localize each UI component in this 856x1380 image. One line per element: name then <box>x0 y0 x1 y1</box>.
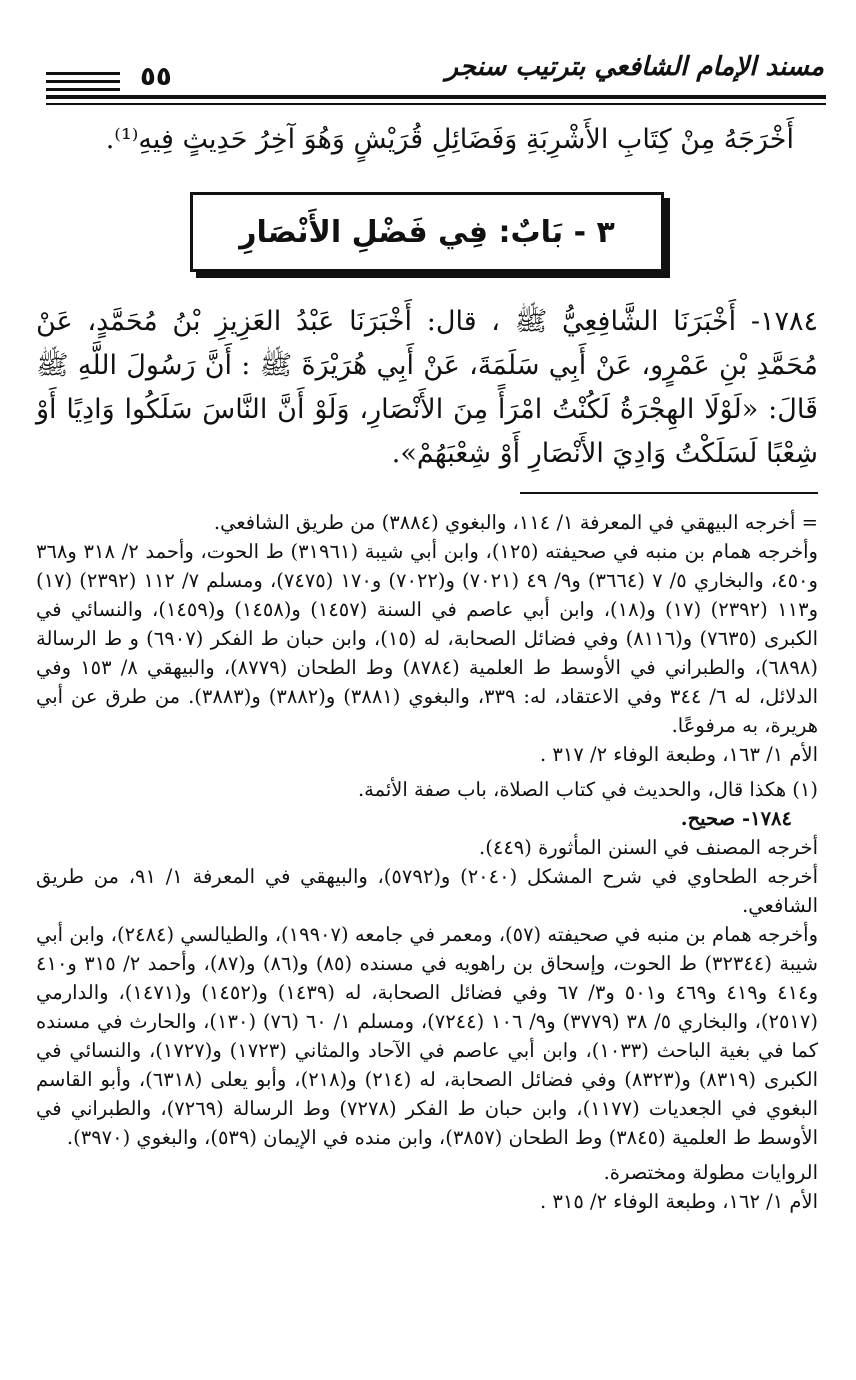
header-ornament <box>46 72 120 96</box>
header-rule-thick <box>46 95 826 99</box>
hadith-text: ١٧٨٤- أَخْبَرَنَا الشَّافِعِيُّ ﷺ ، قال: أَخْبَرَنَا عَبْدُ العَزِيزِ بْنُ مُحَمَّدٍ، عَنْ مُحَمَّدِ بْنِ عَمْرٍو، عَنْ أَبِي سَلَمَةَ، عَنْ أَبِي هُرَيْرَةَ ﷺ : أَنَّ رَسُولَ اللَّهِ ﷺ قَالَ: «لَوْلَا الهِجْرَةُ لَكُنْتُ امْرَأً مِنَ الأَنْصَارِ، وَلَوْ أَنَّ النَّاسَ سَلَكُوا وَادِيًا أَوْ شِعْبًا لَسَلَكْتُ وَادِيَ الأَنْصَارِ أَوْ شِعْبَهُمْ». <box>36 306 818 469</box>
footnote-paragraph: أخرجه الطحاوي في شرح المشكل (٢٠٤٠) و(٥٧٩٢)، والبيهقي في المعرفة ١/ ٩١، من طريق الشافعي. <box>36 865 819 917</box>
footnotes <box>36 508 818 1216</box>
header-rule-thin <box>46 103 826 105</box>
footnote-paragraph: وأخرجه همام بن منبه في صحيفته (١٢٥)، وابن أبي شيبة (٣١٩٦١) ط الحوت، وأحمد ٢/ ٣١٨ و٣٦٨ و٤٥٠، والبخاري ٥/ ٧ (٣٦٦٤) و٩/ ٤٩ (٧٠٢١) و(٧٠٢٢) و١٧٠ (٧٤٧٥)، ومسلم ٧/ ١١٢ (٢٣٩٢) (١٧) و١١٣ (٢٣٩٢) (١٧) و(١٨)، وابن أبي عاصم في السنة (١٤٥٧) و(١٤٥٨) و(١٤٥٩)، والنسائي في الكبرى (٧٦٣٥) و(٨١١٦) وفي فضائل الصحابة، له (١٥)، وابن حبان ط الفكر (٦٩٠٧) و ط الرسالة (٦٨٩٨)، والطبراني في الأوسط ط العلمية (٨٧٨٤) وط الطحان (٨٧٧٩)، والبيهقي ٨/ ١٥٣ وفي الدلائل، له ٦/ ٣٤٤ وفي الاعتقاد، له: ٣٣٩، والبغوي (٣٨٨١) و(٣٨٨٢) و(٣٨٨٣). من طرق عن أبي هريرة، به مرفوعًا. <box>36 540 819 737</box>
page-number: ٥٥ <box>140 62 172 92</box>
footnote-paragraph: أخرجه المصنف في السنن المأثورة (٤٤٩). <box>479 836 818 859</box>
chapter-title-box <box>190 192 664 272</box>
footnote-separator <box>520 492 818 494</box>
footnote-paragraph: (١) هكذا قال، والحديث في كتاب الصلاة، باب صفة الأئمة. <box>357 778 818 801</box>
footnote-paragraph: ١٧٨٤- صحيح. <box>680 807 792 830</box>
chapter-title: ٣ - بَابٌ: فِي فَضْلِ الأَنْصَارِ <box>239 214 615 250</box>
footnote-paragraph: الروايات مطولة ومختصرة. <box>603 1161 818 1184</box>
running-title: مسند الإمام الشافعي بترتيب سنجر <box>445 52 824 82</box>
intro-line: أَخْرَجَهُ مِنْ كِتَابِ الأَشْرِبَةِ وَفَضَائِلِ قُرَيْشٍ وَهُوَ آخِرُ حَدِيثٍ فِيهِ⁽¹⁾. <box>105 124 794 155</box>
footnote-paragraph: وأخرجه همام بن منبه في صحيفته (٥٧)، ومعمر في جامعه (١٩٩٠٧)، والطيالسي (٢٤٨٤)، وابن أبي شيبة (٣٢٣٤٤) ط الحوت، وإسحاق بن راهويه في مسنده (٨٥) و(٨٦) و(٨٧)، وأحمد ٢/ ٣١٥ و٤١٠ و٤١٤ و٤١٩ و٤٦٩ و٥٠١ و٣/ ٦٧ وفي فضائل الصحابة، له (١٤٣٩) و(١٤٥٢) و(١٤٧١)، والدارمي (٢٥١٧)، والبخاري ٥/ ٣٨ (٣٧٧٩) و٩/ ١٠٦ (٧٢٤٤)، ومسلم ١/ ٦٠ (٧٦) (١٣٠)، والحارث في مسنده كما في بغية الباحث (١٠٣٣)، وابن أبي عاصم في الآحاد والمثاني (١٧٢٣) و(١٧٢٧)، والنسائي في الكبرى (٨٣١٩) و(٨٣٢٣) وفي فضائل الصحابة، له (٢١٤) و(٢١٨)، وأبو يعلى (٦٣١٨)، وأبو القاسم البغوي في الجعديات (١١٧٧)، وابن حبان ط الفكر (٧٢٧٨) وط الرسالة (٧٢٦٩)، والطبراني في الأوسط ط العلمية (٣٨٤٥) وط الطحان (٣٨٥٧)، وابن منده في الإيمان (٥٣٩)، والبغوي (٣٩٧٠). <box>36 923 819 1149</box>
footnote-paragraph: = أخرجه البيهقي في المعرفة ١/ ١١٤، والبغوي (٣٨٨٤) من طريق الشافعي. <box>213 511 818 534</box>
footnote-paragraph: الأم ١/ ١٦٢، وطبعة الوفاء ٢/ ٣١٥ . <box>539 1190 818 1213</box>
footnote-paragraph: الأم ١/ ١٦٣، وطبعة الوفاء ٢/ ٣١٧ . <box>539 743 818 766</box>
